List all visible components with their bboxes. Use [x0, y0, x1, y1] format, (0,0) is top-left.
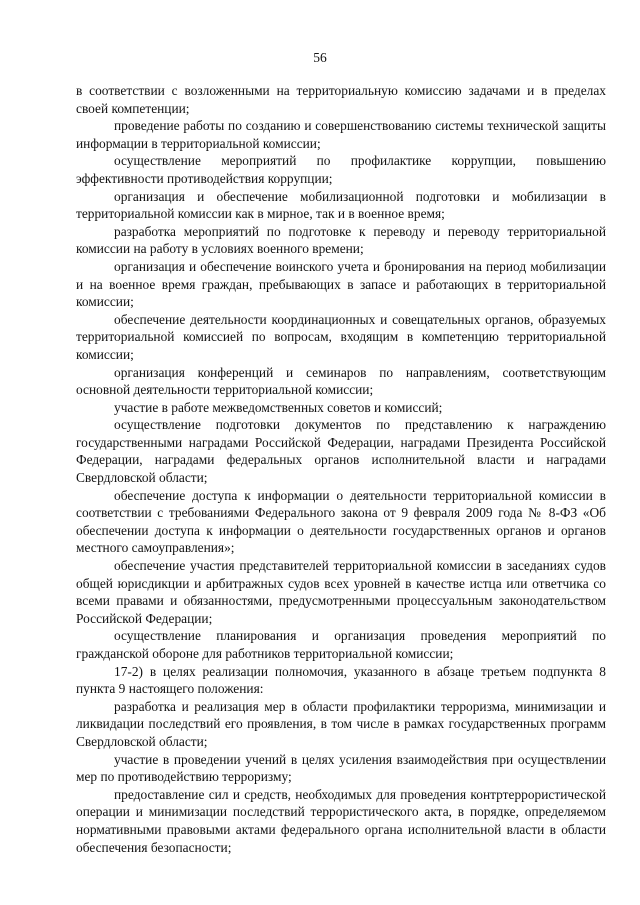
paragraph: осуществление планирования и организация проведения мероприятий по гражданской обороне для работников территориальной комиссии; [76, 628, 606, 661]
paragraph: разработка и реализация мер в области профилактики терроризма, минимизации и ликвидации последствий его проявления, в том числе в рамках государственных программ Свердловской области; [76, 698, 606, 749]
page-body [76, 82, 606, 856]
paragraph: осуществление мероприятий по профилактике коррупции, повышению эффективности противодействия коррупции; [76, 153, 606, 186]
paragraph: осуществление подготовки документов по представлению к награждению государственными наградами Российской Федерации, наградами Президента Российской Федерации, наградами федеральных органов исполнительной власти и наградами Свердловской области; [76, 417, 606, 486]
paragraph: разработка мероприятий по подготовке к переводу и переводу территориальной комиссии на работу в условиях военного времени; [76, 223, 606, 257]
paragraph: 17-2) в целях реализации полномочия, указанного в абзаце третьем подпункта 8 пункта 9 настоящего положения: [76, 663, 606, 697]
paragraph: обеспечение деятельности координационных и совещательных органов, образуемых территориальной комиссией по вопросам, входящим в компетенцию территориальной комиссии; [76, 311, 606, 362]
paragraph: организация и обеспечение воинского учета и бронирования на период мобилизации и на военное время граждан, пребывающих в запасе и работающих в территориальной комиссии; [76, 258, 606, 310]
paragraph: обеспечение участия представителей территориальной комиссии в заседаниях судов общей юрисдикции и арбитражных судов всех уровней в качестве истца или ответчика со всеми правами и обязанностями, предусмотренными процессуальным законодательством Российской Федерации; [76, 558, 606, 626]
paragraph: организация конференций и семинаров по направлениям, соответствующим основной деятельности территориальной комиссии; [76, 364, 606, 398]
page-number: 56 [313, 50, 327, 65]
paragraph: в соответствии с возложенными на территориальную комиссию задачами и в пределах своей компетенции; [76, 83, 606, 116]
paragraph: проведение работы по созданию и совершенствованию системы технической защиты информации в территориальной комиссии; [76, 118, 606, 151]
paragraph: организация и обеспечение мобилизационной подготовки и мобилизации в территориальной комиссии как в мирное, так и в военное время; [76, 188, 606, 222]
paragraph: обеспечение доступа к информации о деятельности территориальной комиссии в соответствии с требованиями Федерального закона от 9 февраля 2009 года № 8-ФЗ «Об обеспечении доступа к информации о деятельности государственных органов и органов местного самоуправления»; [76, 487, 606, 556]
paragraph: предоставление сил и средств, необходимых для проведения контртеррористической операции и минимизации последствий террористического акта, в порядке, определяемом нормативными правовыми актами федерального органа исполнительной власти в области обеспечения безопасности; [76, 786, 606, 855]
paragraph: участие в проведении учений в целях усиления взаимодействия при осуществлении мер по противодействию терроризму; [76, 751, 606, 785]
paragraph: участие в работе межведомственных советов и комиссий; [114, 399, 443, 415]
